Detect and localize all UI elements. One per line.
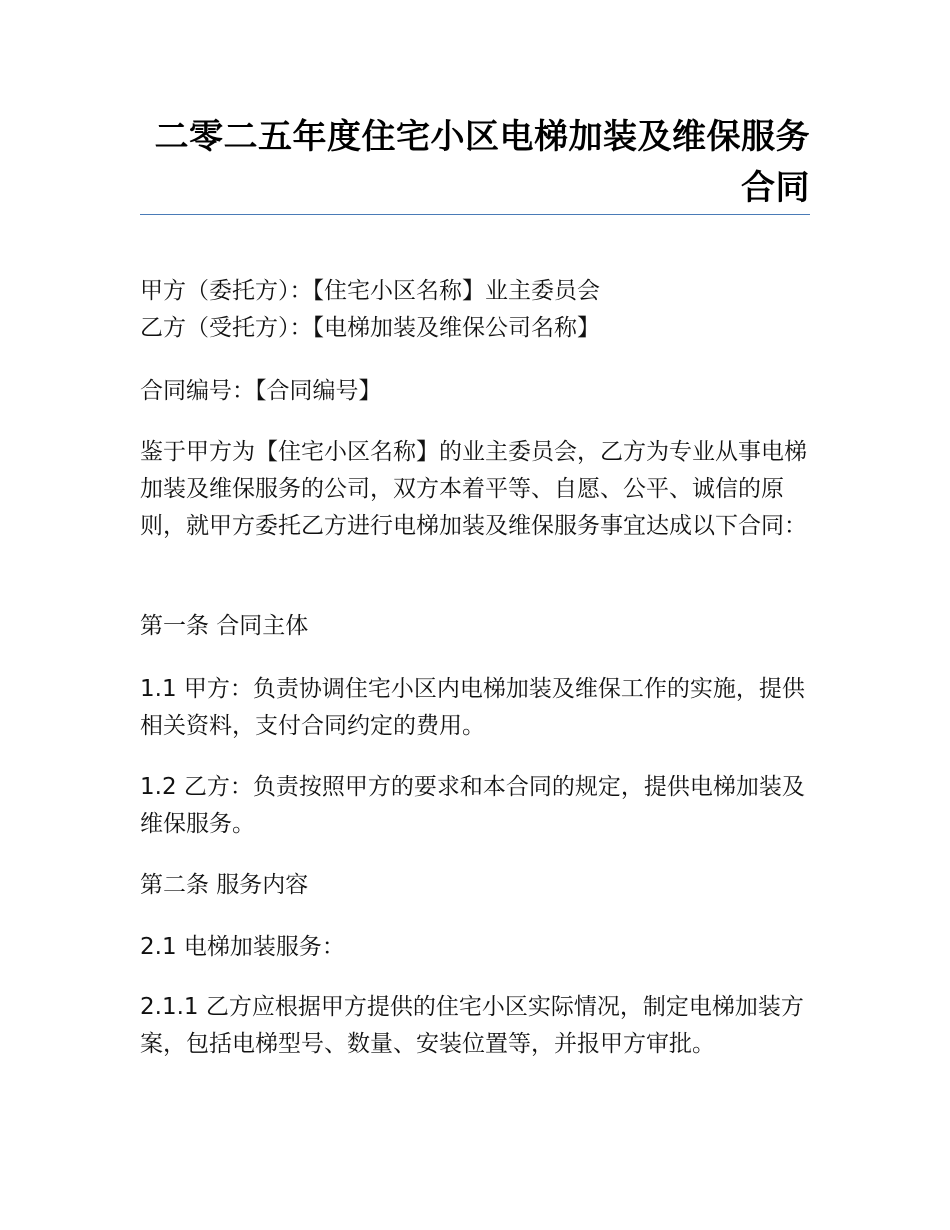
- clause-2-1: 2.1 电梯加装服务：: [140, 934, 345, 960]
- clause-1-2: 1.2 乙方：负责按照甲方的要求和本合同的规定，提供电梯加装及维保服务。: [140, 774, 805, 837]
- party-b-line: 乙方（受托方）：【电梯加装及维保公司名称】: [140, 315, 600, 341]
- clause-1-1: 1.1 甲方：负责协调住宅小区内电梯加装及维保工作的实施，提供相关资料，支付合同约定的费用。: [140, 676, 805, 739]
- document-title: 二零二五年度住宅小区电梯加装及维保服务合同: [154, 117, 810, 208]
- contract-number-line: 合同编号：【合同编号】: [140, 378, 382, 404]
- article-1-heading: 第一条 合同主体: [140, 613, 309, 639]
- title-divider: [140, 214, 810, 215]
- article-2-heading: 第二条 服务内容: [140, 872, 309, 898]
- party-a-line: 甲方（委托方）：【住宅小区名称】业主委员会: [140, 278, 600, 304]
- preamble-paragraph: 鉴于甲方为【住宅小区名称】的业主委员会，乙方为专业从事电梯加装及维保服务的公司，双方本着平等、自愿、公平、诚信的原则，就甲方委托乙方进行电梯加装及维保服务事宜达成以下合同：: [140, 439, 807, 539]
- clause-2-1-1: 2.1.1 乙方应根据甲方提供的住宅小区实际情况，制定电梯加装方案，包括电梯型号、数量、安装位置等，并报甲方审批。: [140, 994, 804, 1057]
